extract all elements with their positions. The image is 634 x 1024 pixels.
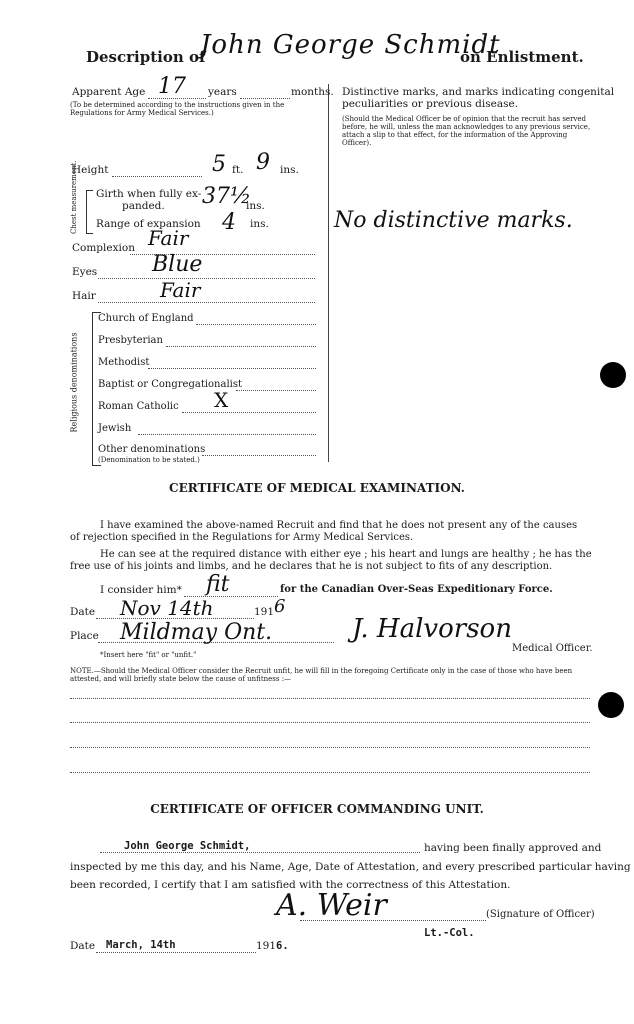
medical-heading: CERTIFICATE OF MEDICAL EXAMINATION.: [169, 481, 465, 495]
consider-rest: for the Canadian Over-Seas Expeditionary Force.: [280, 584, 553, 595]
punch-hole-top: [600, 362, 626, 388]
age-value: 17: [158, 74, 186, 99]
eyes-label: Eyes: [72, 266, 98, 278]
officer-line1-rest: having been finally approved and: [424, 842, 602, 854]
hair-value: Fair: [160, 278, 201, 302]
denomination-methodist: Methodist: [98, 357, 150, 368]
range-value: 4: [222, 210, 236, 235]
column-divider: [328, 84, 329, 462]
punch-hole-bottom: [598, 692, 624, 718]
title-right: on Enlistment.: [460, 48, 584, 66]
medical-place-value: Mildmay Ont.: [120, 620, 273, 645]
unfitness-line-1: [70, 698, 590, 699]
denomination-other: Other denominations: [98, 444, 206, 455]
range-label: Range of expansion: [96, 218, 201, 230]
medical-note: NOTE.—Should the Medical Officer consider the Recruit unfit, he will fill in the foregoing Certificate only in the case of those who have been attested, and will briefly state below the cause of unfitness :—: [70, 667, 573, 683]
distinctive-marks-value: No distinctive marks.: [334, 208, 573, 233]
officer-year-value: 6.: [276, 940, 289, 952]
denomination-baptist: Baptist or Congregationalist: [98, 379, 242, 390]
officer-heading: CERTIFICATE OF OFFICER COMMANDING UNIT.: [150, 802, 484, 816]
age-note: (To be determined according to the instructions given in the Regulations for Army Medical Services.): [70, 101, 285, 117]
medical-year-value: 6: [274, 596, 286, 617]
chest-measurement-label: Chest measurement.: [70, 160, 78, 234]
complexion-value: Fair: [148, 226, 189, 250]
fit-value: fit: [206, 572, 230, 597]
recruit-name-handwritten: John George Schmidt: [200, 30, 501, 60]
denomination-roman-catholic: Roman Catholic: [98, 401, 179, 412]
insert-note: *Insert here "fit" or "unfit.": [100, 651, 197, 659]
medical-officer-signature: J. Halvorson: [352, 614, 512, 644]
officer-signature-label: (Signature of Officer): [486, 909, 595, 920]
denomination-jewish: Jewish: [98, 423, 132, 434]
officer-line2: inspected by me this day, and his Name, Age, Date of Attestation, and every prescribed particular having: [70, 861, 631, 873]
officer-recruit-name: John George Schmidt,: [124, 840, 251, 852]
marks-heading-1: Distinctive marks, and marks indicating congenital: [342, 86, 615, 98]
officer-signature: A. Weir: [276, 888, 387, 923]
eyes-value: Blue: [152, 252, 203, 277]
height-label: Height: [72, 164, 109, 176]
officer-date-label: Date: [70, 940, 96, 952]
medical-date-label: Date: [70, 606, 96, 618]
officer-line3: been recorded, I certify that I am satisfied with the correctness of this Attestation.: [70, 879, 511, 891]
girth-label-1: Girth when fully ex-: [96, 188, 202, 200]
unfitness-line-3: [70, 747, 590, 748]
medical-place-label: Place: [70, 630, 99, 642]
unfitness-line-2: [70, 722, 590, 723]
complexion-label: Complexion: [72, 242, 135, 254]
apparent-age-label: Apparent Age: [72, 86, 146, 98]
girth-ins-label: ins.: [246, 200, 265, 212]
officer-rank: Lt.-Col.: [424, 927, 475, 939]
ft-label: ft.: [232, 164, 244, 176]
girth-label-2: panded.: [122, 200, 165, 212]
denomination-church-of-england: Church of England: [98, 313, 194, 324]
religion-label: Religious denominations: [69, 332, 79, 433]
officer-date-value: March, 14th: [106, 939, 176, 951]
medical-para2-line2: free use of his joints and limbs, and he declares that he is not subject to fits of any description.: [70, 561, 553, 572]
ins-label: ins.: [280, 164, 299, 176]
girth-value: 37½: [202, 184, 252, 209]
months-label: months.: [291, 86, 334, 98]
marks-note: (Should the Medical Officer be of opinion that the recruit has served before, he will, unless the man acknowledges to any previous service, attach a slip to that effect, for the information of the Approving Officer).: [342, 115, 591, 147]
title-left: Description of: [86, 48, 206, 66]
chest-bracket: [86, 190, 93, 234]
medical-para1-line2: of rejection specified in the Regulations for Army Medical Services.: [70, 532, 414, 543]
height-in-value: 9: [256, 150, 270, 175]
unfitness-line-4: [70, 772, 590, 773]
range-ins-label: ins.: [250, 218, 269, 230]
medical-para2-line1: He can see at the required distance with either eye ; his heart and lungs are healthy ; he has the: [100, 549, 592, 560]
height-ft-value: 5: [212, 152, 226, 177]
medical-officer-label: Medical Officer.: [512, 643, 593, 654]
denomination-presbyterian: Presbyterian: [98, 335, 163, 346]
officer-year-prefix: 191: [256, 940, 277, 952]
roman-catholic-mark: X: [214, 388, 229, 412]
years-label: years: [208, 86, 237, 98]
hair-label: Hair: [72, 290, 96, 302]
denomination-note: (Denomination to be stated.): [98, 456, 200, 464]
medical-year-prefix: 191: [254, 606, 275, 618]
medical-date-value: Nov 14th: [120, 596, 214, 620]
medical-para1-line1: I have examined the above-named Recruit and find that he does not present any of the causes: [100, 520, 578, 531]
consider-label: I consider him*: [100, 584, 182, 596]
marks-heading-2: peculiarities or previous disease.: [342, 98, 519, 110]
